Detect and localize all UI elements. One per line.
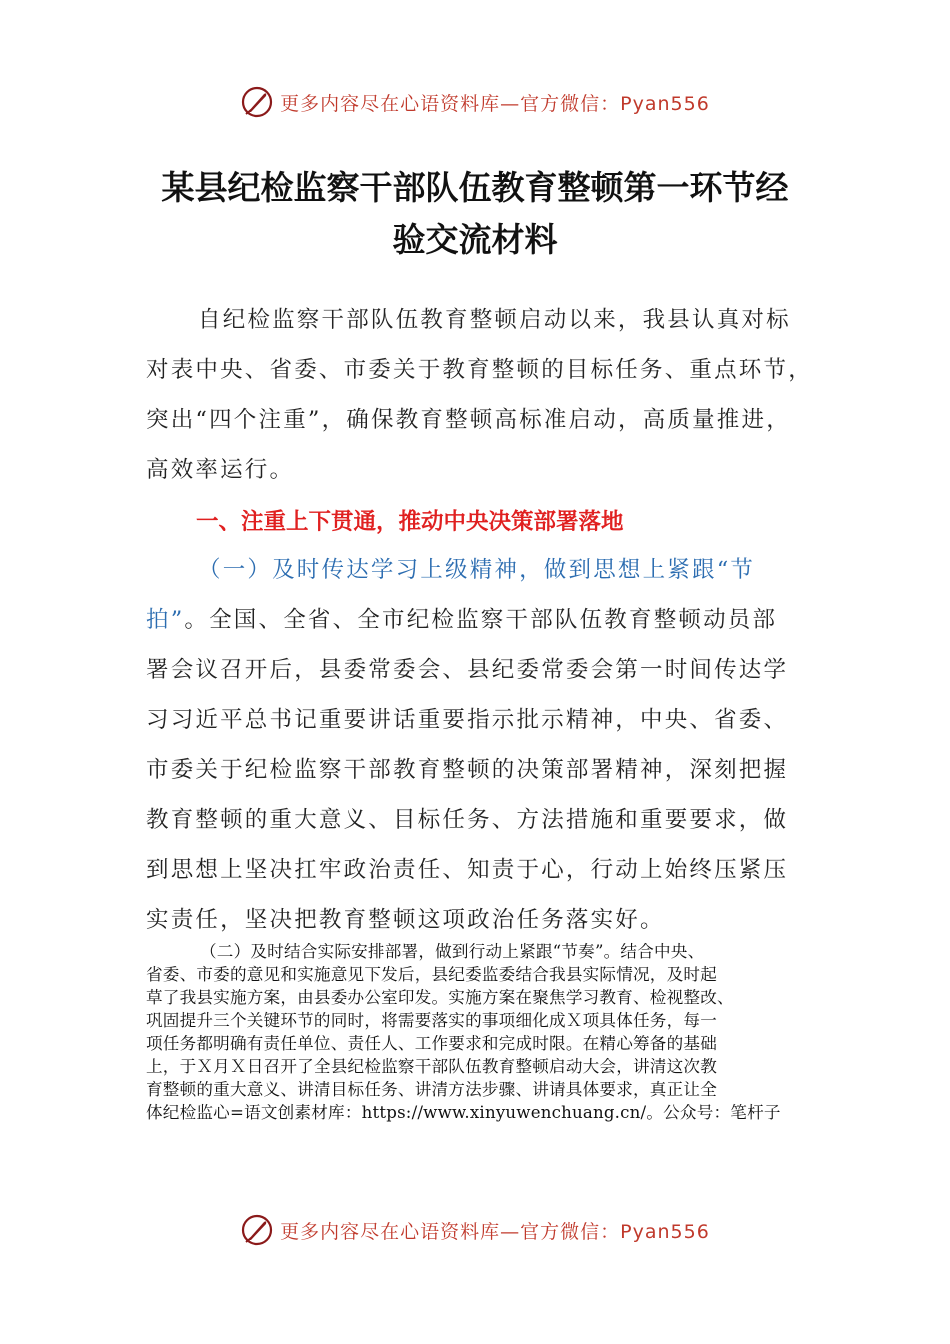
section-2-line: 草了我县实施方案，由县委办公室印发。实施方案在聚焦学习教育、检视整改、 [146, 988, 734, 1007]
section-2-paragraph [146, 940, 806, 1124]
section-1-heading: 一、注重上下贯通，推动中央决策部署落地 [196, 509, 624, 535]
intro-line: 对表中央、省委、市委关于教育整顿的目标任务、重点环节， [146, 357, 813, 383]
section-1-line: 教育整顿的重大意义、目标任务、方法措施和重要要求，做 [146, 807, 789, 833]
section-1-line: 习习近平总书记重要讲话重要指示批示精神，中央、省委、 [146, 707, 789, 733]
title-line-1: 某县纪检监察干部队伍教育整顿第一环节经 [161, 168, 789, 207]
intro-line: 自纪检监察干部队伍教育整顿启动以来，我县认真对标 [198, 307, 791, 333]
banner-text [280, 89, 710, 116]
banner-text-wechat-id: Pyan556 [620, 1220, 710, 1243]
section-1-line: 实责任，坚决把教育整顿这项政治任务落实好。 [146, 907, 665, 933]
section-2-line: 育整顿的重大意义、讲清目标任务、讲清方法步骤、讲请具体要求，真正让全 [146, 1080, 717, 1099]
section-1-line: 市委关于纪检监察干部教育整顿的决策部署精神，深刻把握 [146, 757, 789, 783]
intro-line: 高效率运行。 [146, 457, 295, 483]
title-line-2: 验交流材料 [392, 220, 558, 259]
section-1-line: 署会议召开后，县委常委会、县纪委常委会第一时间传达学 [146, 657, 789, 683]
document-title [120, 162, 830, 266]
banner-text-cn: 更多内容尽在心语资料库—官方微信： [280, 1220, 621, 1243]
section-2-line: 巩固提升三个关键环节的同时，将需要落实的事项细化成Ｘ项具体任务，每一 [146, 1011, 717, 1030]
subsection-1-heading: （一）及时传达学习上级精神，做到思想上紧跟“节 [198, 557, 756, 583]
header-banner [0, 82, 950, 122]
section-1-line [146, 595, 806, 645]
quill-pen-icon [240, 1213, 274, 1247]
banner-text-wechat-id: Pyan556 [620, 92, 710, 115]
intro-line: 突出“四个注重”，确保教育整顿高标准启动，高质量推进， [146, 407, 791, 433]
banner-text-cn: 更多内容尽在心语资料库—官方微信： [280, 92, 621, 115]
section-2-line: （二）及时结合实际安排部署，做到行动上紧跟“节奏”。结合中央、 [200, 942, 705, 961]
section-1-text: 。全国、全省、全市纪检监察干部队伍教育整顿动员部 [184, 607, 778, 633]
section-2-line: 省委、市委的意见和实施意见下发后，县纪委监委结合我县实际情况，及时起 [146, 965, 717, 984]
section-2-line: 项任务都明确有责任单位、责任人、工作要求和完成时限。在精心筹备的基础 [146, 1034, 717, 1053]
section-1-paragraph [146, 545, 806, 945]
section-2-line: 体纪检监心=语文创素材库：https://www.xinyuwenchuang.cn/。公众号：笔杆子 [146, 1103, 781, 1122]
quill-pen-icon [240, 85, 274, 119]
section-2-line: 上，于Ｘ月Ｘ日召开了全县纪检监察干部队伍教育整顿启动大会，讲清这次教 [146, 1057, 717, 1076]
intro-paragraph [146, 295, 813, 495]
subsection-1-heading-end: 拍” [146, 607, 185, 633]
footer-banner [0, 1210, 950, 1250]
section-1-line: 到思想上坚决扛牢政治责任、知责于心，行动上始终压紧压 [146, 857, 789, 883]
banner-text [280, 1217, 710, 1244]
